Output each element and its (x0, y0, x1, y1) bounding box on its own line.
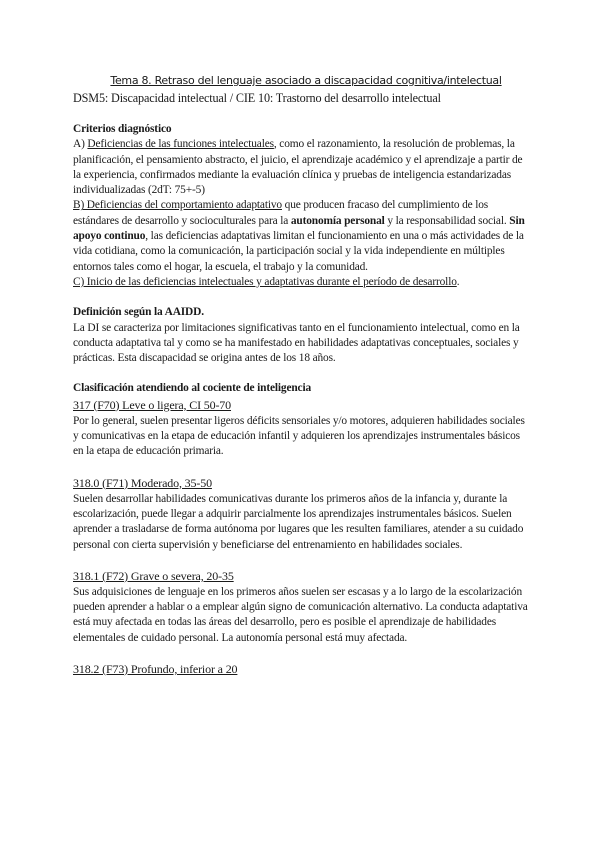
level-moderate-text: Suelen desarrollar habilidades comunicativas durante los primeros años de la infancia y, durante la escolarización, puede llegar a adquirir parcialmente los aprendizajes instrumentales básicos. Suelen aprender a trasladarse de forma autónoma por lugares que les resulten familiares, atender a su cuidado personal con cierta supervisión y beneficiarse del entrenamiento en habilidades sociales. (73, 492, 524, 551)
level-moderate-title: 318.0 (F71) Moderado, 35-50 (73, 475, 212, 490)
level-mild-title: 317 (F70) Leve o ligera, CI 50-70 (73, 397, 232, 412)
criterion-a-title: Deficiencias de las funciones intelectuales (87, 138, 274, 151)
level-severe-text: Sus adquisiciones de lenguaje en los primeros años suelen ser escasas y a lo largo de la escolarización pueden aprender a hablar o a emplear algún signo de comunicación alternativo. La conducta adaptativa está muy afectada en todas las áreas del desarrollo, pero es posible el aprendizaje de habilidades elementales de cuidado personal. La autonomía personal está muy afectada. (73, 585, 528, 644)
criterion-b-text-2: y la responsabilidad social. (384, 214, 510, 227)
criterion-a-prefix: A) (73, 138, 88, 151)
document-page (73, 74, 531, 678)
level-severe-title: 318.1 (F72) Grave o severa, 20-35 (73, 568, 234, 583)
definition-text: La DI se caracteriza por limitaciones significativas tanto en el funcionamiento intelectual, como en la conducta adaptativa tal y como se ha manifestado en habilidades adaptativas conceptuales, sociales y prácticas. Esta discapacidad se origina antes de los 18 años. (73, 321, 520, 365)
definition-heading: Definición según la AAIDD. (73, 306, 204, 319)
criterion-c-end: . (456, 275, 460, 288)
criteria-section (73, 122, 531, 290)
criterion-a-text: , como el razonamiento, la resolución de problemas, la planificación, el pensamiento abstracto, el juicio, el aprendizaje académico y el aprendizaje a partir de la experiencia, confirmados mediante la evaluación clínica y pruebas de inteligencia estandarizadas individualizadas (2dT: 75+-5) (73, 138, 523, 197)
criterion-b-bold-2: Sin apoyo continuo (73, 214, 525, 243)
criterion-b (73, 198, 531, 274)
level-profound-title: 318.2 (F73) Profundo, inferior a 20 (73, 662, 238, 677)
criterion-c (73, 275, 531, 290)
criterion-b-text-1: que producen fracaso del cumplimiento de los estándares de desarrollo y socioculturales para la (73, 199, 489, 227)
criterion-b-bold-1: autonomía personal (290, 214, 385, 227)
classification-section (73, 381, 531, 678)
definition-section (73, 305, 531, 366)
level-mild-text: Por lo general, suelen presentar ligeros déficits sensoriales y/o motores, adquieren habilidades sociales y comunicativas en la etapa de educación infantil y adquieren los aprendizajes instrumentales básicos en la etapa de educación primaria. (73, 414, 525, 458)
document-subtitle: DSM5: Discapacidad intelectual / CIE 10: Trastorno del desarrollo intelectual (73, 91, 441, 105)
criteria-heading: Criterios diagnóstico (73, 123, 172, 135)
criterion-b-title: B) Deficiencias del comportamiento adaptativo (73, 199, 282, 212)
criterion-c-title: C) Inicio de las deficiencias intelectuales y adaptativas durante el período de desarrollo (73, 275, 457, 288)
classification-heading: Clasificación atendiendo al cociente de inteligencia (73, 382, 312, 395)
criterion-b-text-3: , las deficiencias adaptativas limitan el funcionamiento en una o más actividades de la vida cotidiana, como la comunicación, la participación social y la vida independiente en múltiples entornos tales como el hogar, la escuela, el trabajo y la comunidad. (73, 230, 524, 273)
criterion-a (73, 137, 531, 198)
document-title: Tema 8. Retraso del lenguaje asociado a discapacidad cognitiva/intelectual (110, 74, 502, 87)
